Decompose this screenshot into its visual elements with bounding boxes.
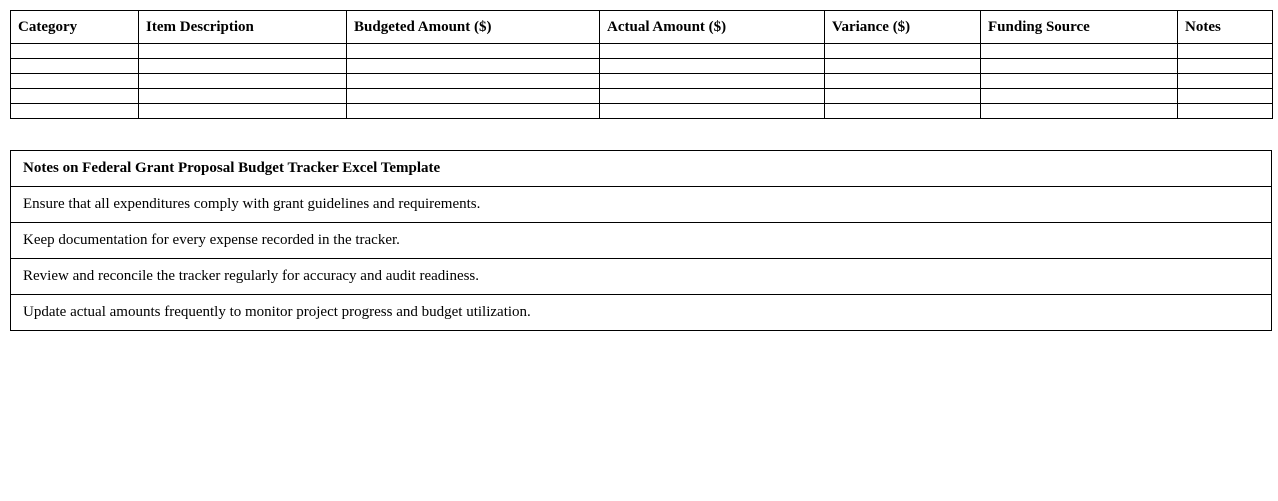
cell-item-description[interactable]: [139, 104, 347, 119]
notes-title: Notes on Federal Grant Proposal Budget Tracker Excel Template: [11, 151, 1272, 187]
notes-table: [10, 150, 1272, 331]
table-row: [11, 104, 1273, 119]
cell-category[interactable]: [11, 59, 139, 74]
budget-tracker-table: [10, 10, 1273, 119]
cell-category[interactable]: [11, 89, 139, 104]
cell-variance[interactable]: [825, 89, 981, 104]
cell-variance[interactable]: [825, 44, 981, 59]
note-item: Ensure that all expenditures comply with grant guidelines and requirements.: [11, 187, 1272, 223]
cell-funding-source[interactable]: [981, 89, 1178, 104]
cell-funding-source[interactable]: [981, 59, 1178, 74]
cell-actual-amount[interactable]: [600, 89, 825, 104]
column-header-variance: Variance ($): [825, 11, 981, 44]
cell-actual-amount[interactable]: [600, 74, 825, 89]
cell-category[interactable]: [11, 74, 139, 89]
cell-variance[interactable]: [825, 74, 981, 89]
note-item: Keep documentation for every expense recorded in the tracker.: [11, 223, 1272, 259]
table-row: [11, 44, 1273, 59]
cell-budgeted-amount[interactable]: [347, 104, 600, 119]
column-header-notes: Notes: [1178, 11, 1273, 44]
note-item: Update actual amounts frequently to monitor project progress and budget utilization.: [11, 295, 1272, 331]
notes-title-row: [11, 151, 1272, 187]
cell-budgeted-amount[interactable]: [347, 89, 600, 104]
cell-notes[interactable]: [1178, 59, 1273, 74]
note-item: Review and reconcile the tracker regularly for accuracy and audit readiness.: [11, 259, 1272, 295]
cell-actual-amount[interactable]: [600, 104, 825, 119]
column-header-actual-amount: Actual Amount ($): [600, 11, 825, 44]
cell-variance[interactable]: [825, 59, 981, 74]
cell-item-description[interactable]: [139, 89, 347, 104]
cell-budgeted-amount[interactable]: [347, 44, 600, 59]
cell-item-description[interactable]: [139, 44, 347, 59]
cell-notes[interactable]: [1178, 89, 1273, 104]
table-row: [11, 74, 1273, 89]
cell-actual-amount[interactable]: [600, 59, 825, 74]
cell-funding-source[interactable]: [981, 104, 1178, 119]
cell-notes[interactable]: [1178, 44, 1273, 59]
cell-category[interactable]: [11, 44, 139, 59]
cell-funding-source[interactable]: [981, 44, 1178, 59]
notes-row: [11, 187, 1272, 223]
cell-item-description[interactable]: [139, 59, 347, 74]
cell-budgeted-amount[interactable]: [347, 74, 600, 89]
cell-category[interactable]: [11, 104, 139, 119]
column-header-category: Category: [11, 11, 139, 44]
table-row: [11, 59, 1273, 74]
table-header-row: [11, 11, 1273, 44]
column-header-budgeted-amount: Budgeted Amount ($): [347, 11, 600, 44]
column-header-funding-source: Funding Source: [981, 11, 1178, 44]
cell-funding-source[interactable]: [981, 74, 1178, 89]
cell-actual-amount[interactable]: [600, 44, 825, 59]
cell-item-description[interactable]: [139, 74, 347, 89]
cell-variance[interactable]: [825, 104, 981, 119]
cell-notes[interactable]: [1178, 74, 1273, 89]
notes-row: [11, 223, 1272, 259]
column-header-item-description: Item Description: [139, 11, 347, 44]
cell-budgeted-amount[interactable]: [347, 59, 600, 74]
table-row: [11, 89, 1273, 104]
notes-row: [11, 295, 1272, 331]
cell-notes[interactable]: [1178, 104, 1273, 119]
notes-row: [11, 259, 1272, 295]
